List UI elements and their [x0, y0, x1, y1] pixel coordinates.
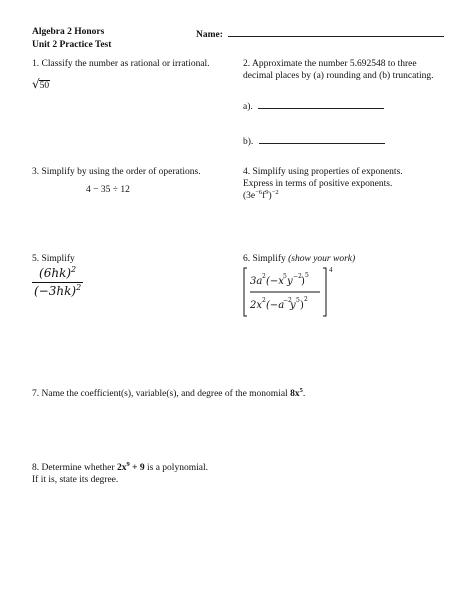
q3-expression: 4 − 35 ÷ 12 [86, 185, 130, 195]
svg-text:y: y [287, 276, 293, 287]
svg-text:): ) [300, 300, 304, 311]
q5-denominator: (−3hk) [34, 284, 77, 298]
q8-text: Determine whether [41, 463, 115, 473]
q3-number: 3. [32, 167, 40, 177]
svg-text:2x: 2x [250, 300, 263, 311]
name-line[interactable] [228, 27, 444, 37]
q2-part-b-label: b). [243, 137, 254, 147]
svg-text:5: 5 [296, 297, 300, 304]
q8-number: 8. [32, 463, 40, 473]
q5-numerator: (6hk) [39, 266, 72, 280]
q2-part-b-line[interactable] [259, 134, 385, 144]
q6-number: 6. [243, 254, 251, 264]
q1-radicand: 50 [39, 81, 50, 91]
q8-text-after: is a polynomial. [147, 463, 208, 473]
svg-text:(−a: (−a [266, 300, 285, 311]
q2-part-a[interactable] [243, 99, 384, 114]
svg-text:2: 2 [262, 273, 266, 280]
q5-fraction: $\frac{(6hk)^2}{(-3hk)^2}$ [34, 265, 82, 298]
svg-text:2: 2 [262, 297, 266, 304]
svg-text:): ) [301, 276, 305, 287]
q2-number: 2. [243, 59, 251, 69]
question-5 [32, 254, 75, 266]
question-4 [243, 167, 443, 203]
unit-title: Unit 2 Practice Test [32, 40, 112, 50]
q6-text: Simplify [252, 254, 286, 264]
q1-number: 1. [32, 59, 40, 69]
q7-number: 7. [32, 389, 40, 399]
q4-number: 4. [243, 167, 251, 177]
q6-note: (show your work) [288, 254, 356, 264]
svg-text:(−x: (−x [266, 276, 284, 287]
q2-part-a-label: a). [243, 102, 253, 112]
q5-text: Simplify [41, 254, 75, 264]
q6-expression: 3a 2 (−x 5 y −2 ) 5 2x 2 (−a −2 y 5 ) 2 4 [243, 266, 333, 323]
q7-text: Name the coefficient(s), variable(s), and degree of the monomial [41, 389, 288, 399]
q2-part-b[interactable] [243, 134, 385, 149]
q1-text: Classify the number as rational or irrational. [41, 59, 210, 69]
svg-text:3a: 3a [250, 276, 263, 287]
name-label: Name: [196, 30, 223, 40]
question-8 [32, 460, 452, 487]
question-2 [243, 59, 443, 83]
svg-text:5: 5 [305, 272, 309, 279]
name-field[interactable] [196, 27, 444, 42]
q2-text: Approximate the number 5.692548 to three decimal places by (a) rounding and (b) truncating. [243, 59, 434, 81]
q7-monomial: $8x^5$ [290, 386, 303, 399]
q4-text2: Express in terms of positive exponents. [243, 178, 393, 189]
question-1 [32, 59, 222, 71]
svg-text:−2: −2 [293, 273, 302, 280]
question-6 [243, 254, 355, 266]
q6-fraction-graphic [243, 266, 333, 318]
q2-part-a-line[interactable] [258, 99, 384, 109]
svg-text:y: y [290, 300, 296, 311]
svg-text:5: 5 [283, 273, 287, 280]
q5-number: 5. [32, 254, 40, 264]
q4-text: Simplify using properties of exponents. [252, 167, 403, 177]
question-3 [32, 167, 232, 179]
q8-polynomial: $2x^9 + 9$ [116, 460, 145, 473]
q3-text: Simplify by using the order of operations. [41, 167, 201, 177]
course-title: Algebra 2 Honors [32, 27, 105, 37]
q1-radical: √50 [32, 77, 50, 91]
q8-line2: If it is, state its degree. [32, 474, 119, 485]
svg-text:−2: −2 [283, 297, 292, 304]
q4-expression: $(3e^{-6}f^9)^{-2}$ [243, 188, 279, 201]
question-7: 7. Name the coefficient(s), variable(s), and degree of the monomial $8x^5$. [32, 386, 306, 399]
svg-text:2: 2 [304, 296, 308, 303]
